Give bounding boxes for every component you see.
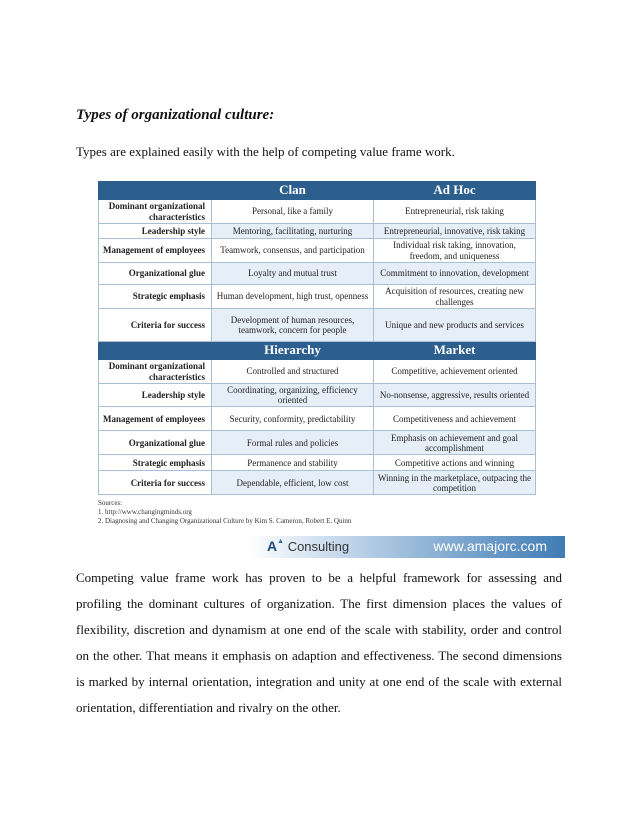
quadrant-header-row [99,342,536,360]
cell-hierarchy: Dependable, efficient, low cost [212,471,374,495]
cell-clan: Human development, high trust, openness [212,285,374,309]
cell-market: Winning in the marketplace, outpacing the competition [374,471,536,495]
cell-clan: Mentoring, facilitating, nurturing [212,224,374,239]
cell-market: No-nonsense, aggressive, results oriented [374,384,536,407]
source-item: 1. http://www.changingminds.org [98,507,192,516]
row-label: Strategic emphasis [99,455,212,471]
quadrant-header-row [99,182,536,200]
cell-hierarchy: Coordinating, organizing, efficiency oriented [212,384,374,407]
table-row [99,309,536,342]
table-row [99,384,536,407]
row-label: Criteria for success [99,309,212,342]
table-row [99,239,536,263]
source-item: 2. Diagnosing and Changing Organizational Culture by Kim S. Cameron, Robert E. Quinn [98,516,352,525]
table-row [99,285,536,309]
row-label: Organizational glue [99,263,212,285]
row-label: Organizational glue [99,431,212,455]
cell-hierarchy: Permanence and stability [212,455,374,471]
table-row [99,224,536,239]
cell-ad-hoc: Acquisition of resources, creating new challenges [374,285,536,309]
table-row [99,431,536,455]
table-row [99,455,536,471]
cell-clan: Loyalty and mutual trust [212,263,374,285]
cell-hierarchy: Security, conformity, predictability [212,407,374,431]
table-row [99,360,536,384]
cell-clan: Development of human resources, teamwork, concern for people [212,309,374,342]
row-label: Management of employees [99,407,212,431]
section-heading: Types of organizational culture: [76,107,275,123]
row-label: Dominant organizational characteristics [99,200,212,224]
table-row [99,407,536,431]
cell-clan: Personal, like a family [212,200,374,224]
sources-title: Sources: [98,499,123,508]
body-paragraph: Competing value frame work has proven to be a helpful framework for assessing and profiling the dominant cultures of organization. The first dimension places the values of flexibility, discretion and dynamism at one end of the scale with stability, order and control on the other. That means it emphasis on adaption and effectiveness. The second dimensions is marked by internal orientation, integration and unity at one end of the scale with external orientation, differentiation and rivalry on the other. [76,570,562,715]
cell-ad-hoc: Entrepreneurial, innovative, risk taking [374,224,536,239]
cell-hierarchy: Controlled and structured [212,360,374,384]
row-label: Strategic emphasis [99,285,212,309]
row-label: Criteria for success [99,471,212,495]
cell-market: Emphasis on achievement and goal accomplishment [374,431,536,455]
competing-values-table [98,181,536,495]
logo-letter: A [267,538,278,555]
quadrant-clan: Clan [212,182,374,200]
row-label: Leadership style [99,384,212,407]
cell-hierarchy: Formal rules and policies [212,431,374,455]
cell-ad-hoc: Individual risk taking, innovation, freedom, and uniqueness [374,239,536,263]
cell-ad-hoc: Unique and new products and services [374,309,536,342]
website-url: www.amajorc.com [433,538,547,555]
cell-market: Competitive, achievement oriented [374,360,536,384]
row-label: Management of employees [99,239,212,263]
table-row [99,200,536,224]
quadrant-ad-hoc: Ad Hoc [374,182,536,200]
cell-ad-hoc: Entrepreneurial, risk taking [374,200,536,224]
row-label: Leadership style [99,224,212,239]
cell-clan: Teamwork, consensus, and participation [212,239,374,263]
header-corner [99,342,212,360]
intro-paragraph: Types are explained easily with the help of competing value frame work. [76,144,455,159]
quadrant-market: Market [374,342,536,360]
competing-values-figure [98,181,565,558]
cell-market: Competitiveness and achievement [374,407,536,431]
brand-logo [267,538,349,554]
sources-note [98,499,565,525]
consulting-banner [98,533,565,558]
header-corner [99,182,212,200]
table-row [99,471,536,495]
brand-name: Consulting [287,539,350,555]
cell-ad-hoc: Commitment to innovation, development [374,263,536,285]
quadrant-hierarchy: Hierarchy [212,342,374,360]
row-label: Dominant organizational characteristics [99,360,212,384]
cell-market: Competitive actions and winning [374,455,536,471]
table-row [99,263,536,285]
triangle-icon: ▲ [277,538,285,546]
